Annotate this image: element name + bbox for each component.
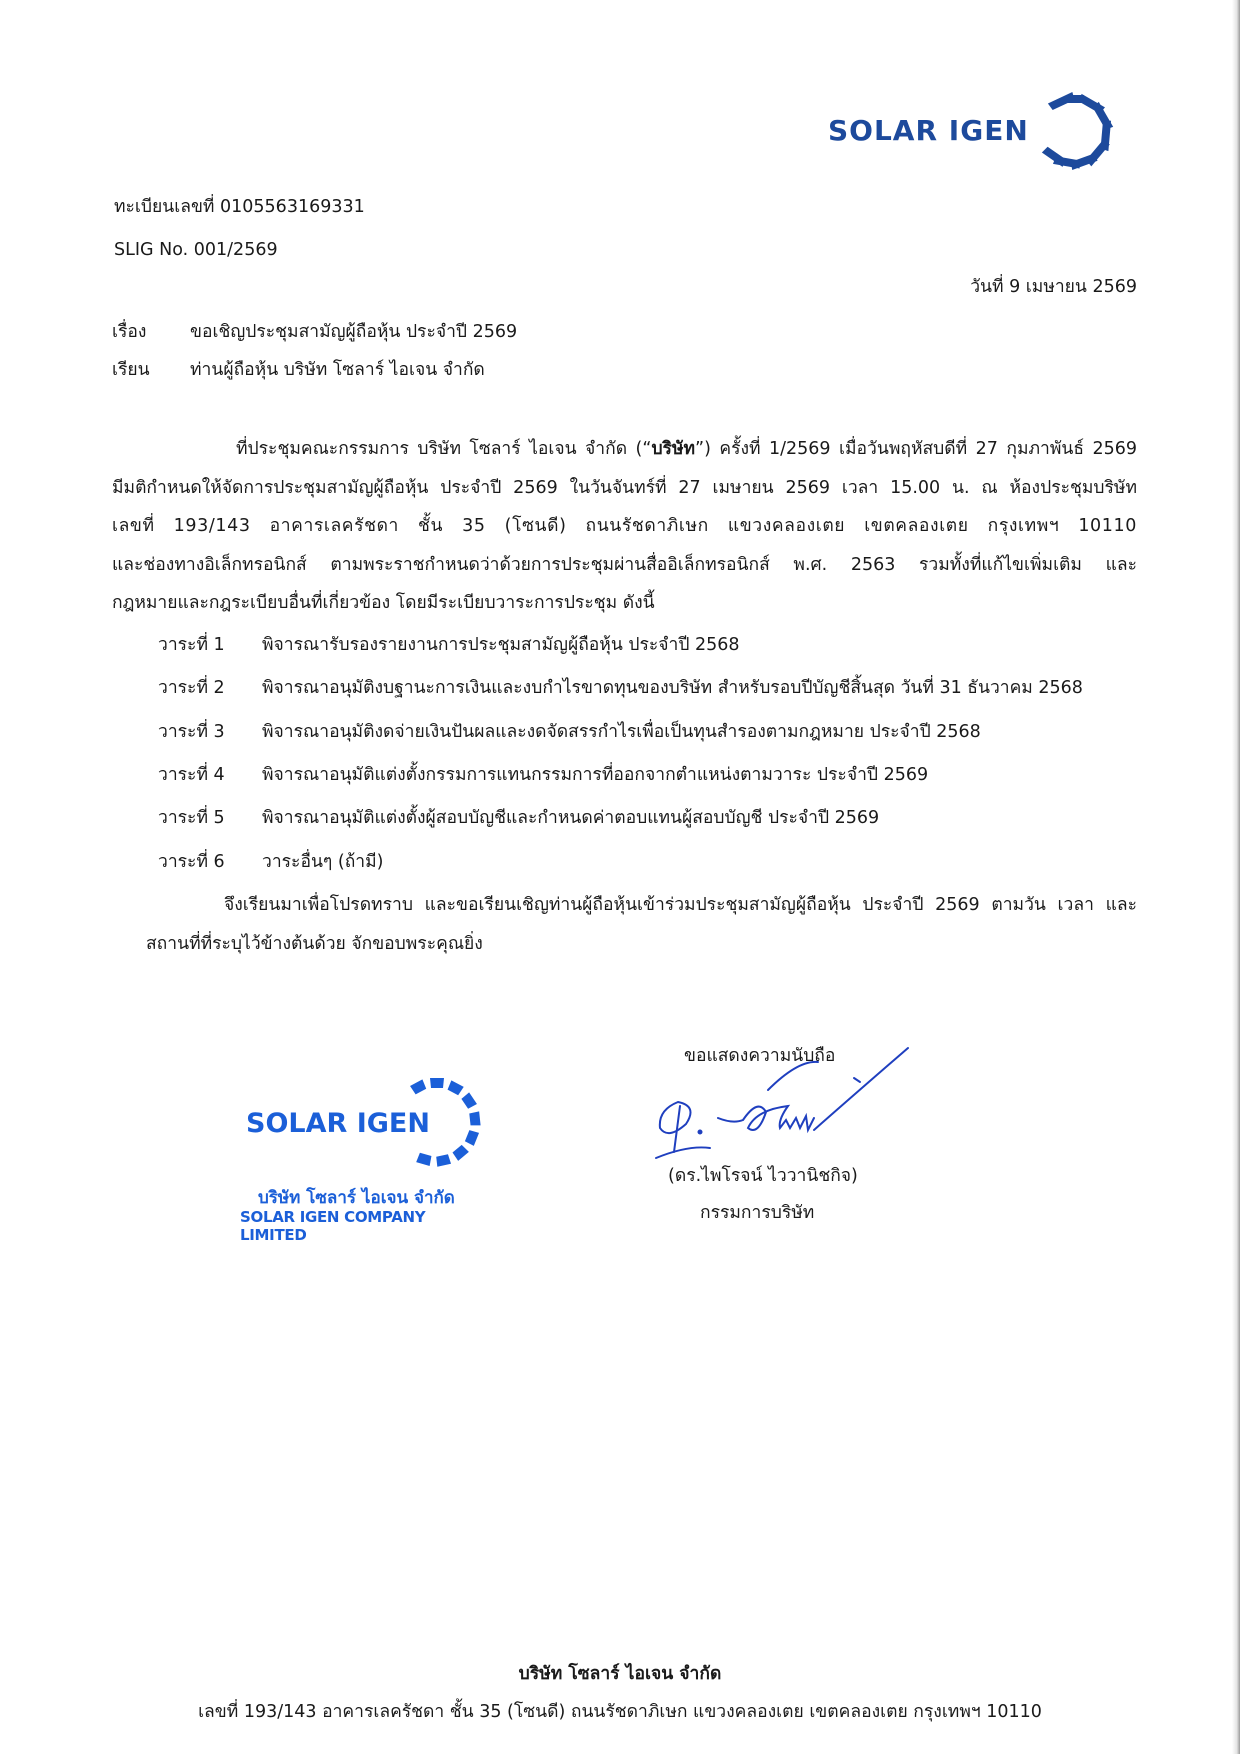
subject-label: เรื่อง: [112, 322, 147, 342]
registration-number: ทะเบียนเลขที่ 0105563169331: [114, 197, 365, 217]
closing-paragraph: [146, 886, 1137, 963]
page-edge: [1232, 0, 1240, 1754]
agenda-item: วาระที่ 1 พิจารณารับรองรายงานการประชุมสามัญผู้ถือหุ้น ประจำปี 2568: [158, 635, 740, 655]
agenda-item: วาระที่ 2 พิจารณาอนุมัติงบฐานะการเงินและงบกำไรขาดทุนของบริษัท สำหรับรอบปีบัญชีสิ้นสุด วันที่ 31 ธันวาคม 2568: [158, 678, 1083, 698]
intro-line-4: และช่องทางอิเล็กทรอนิกส์ ตามพระราชกำหนดว่าด้วยการประชุมผ่านสื่ออิเล็กทรอนิกส์ พ.ศ. 2563 รวมทั้งที่แก้ไขเพิ่มเติม และ: [112, 554, 1137, 575]
footer-company-name: บริษัท โซลาร์ ไอเจน จำกัด: [518, 1664, 722, 1684]
intro-line-5: กฎหมายและกฎระเบียบอื่นที่เกี่ยวข้อง โดยมีระเบียบวาระการประชุม ดังนี้: [112, 593, 655, 613]
agenda-item: วาระที่ 5 พิจารณาอนุมัติแต่งตั้งผู้สอบบัญชีและกำหนดค่าตอบแทนผู้สอบบัญชี ประจำปี 2569: [158, 808, 880, 828]
agenda-item: วาระที่ 4 พิจารณาอนุมัติแต่งตั้งกรรมการแทนกรรมการที่ออกจากตำแหน่งตามวาระ ประจำปี 2569: [158, 765, 929, 785]
document-number: SLIG No. 001/2569: [114, 240, 278, 260]
logo-ring-icon: [1004, 92, 1144, 170]
intro-paragraph: [112, 430, 1137, 623]
company-logo: [828, 92, 1144, 172]
company-stamp: [236, 1072, 496, 1244]
signature-salutation: ขอแสดงความนับถือ: [684, 1046, 836, 1066]
logo-wordmark: SOLAR IGEN: [828, 114, 1029, 147]
document-date: วันที่ 9 เมษายน 2569: [970, 277, 1137, 297]
stamp-wordmark: SOLAR IGEN: [246, 1108, 430, 1139]
closing-line-2: สถานที่ที่ระบุไว้ข้างต้นด้วย จักขอบพระคุณยิ่ง: [146, 933, 483, 954]
footer-address: เลขที่ 193/143 อาคารเลครัชดา ชั้น 35 (โซนดี) ถนนรัชดาภิเษก แขวงคลองเตย เขตคลองเตย กรุงเทพฯ 10110: [198, 1702, 1042, 1722]
company-defined-term: บริษัท: [651, 439, 696, 459]
intro-line-2: มีมติกำหนดให้จัดการประชุมสามัญผู้ถือหุ้น ประจำปี 2569 ในวันจันทร์ที่ 27 เมษายน 2569 เวลา 15.00 น. ณ ห้องประชุมบริษัท: [112, 477, 1137, 498]
agenda-item: วาระที่ 6 วาระอื่นๆ (ถ้ามี): [158, 852, 384, 872]
signatory-name: (ดร.ไพโรจน์ ไววานิชกิจ): [668, 1166, 858, 1186]
closing-line-1: จึงเรียนมาเพื่อโปรดทราบ และขอเรียนเชิญท่านผู้ถือหุ้นเข้าร่วมประชุมสามัญผู้ถือหุ้น ประจำปี 2569 ตามวัน เวลา และ: [224, 895, 1137, 915]
recipient-text: ท่านผู้ถือหุ้น บริษัท โซลาร์ ไอเจน จำกัด: [190, 360, 485, 380]
stamp-company-en: SOLAR IGEN COMPANY LIMITED: [240, 1208, 426, 1244]
stamp-company-th: บริษัท โซลาร์ ไอเจน จำกัด: [258, 1188, 455, 1208]
subject-text: ขอเชิญประชุมสามัญผู้ถือหุ้น ประจำปี 2569: [190, 322, 518, 342]
stamp-ring-icon: [386, 1072, 486, 1172]
agenda-item: วาระที่ 3 พิจารณาอนุมัติงดจ่ายเงินปันผลและงดจัดสรรกำไรเพื่อเป็นทุนสำรองตามกฎหมาย ประจำปี 2568: [158, 722, 981, 742]
intro-line-1: ที่ประชุมคณะกรรมการ บริษัท โซลาร์ ไอเจน จำกัด (“บริษัท”) ครั้งที่ 1/2569 เมื่อวันพฤหัสบดีที่ 27 กุมภาพันธ์ 2569: [236, 439, 1137, 459]
recipient-label: เรียน: [112, 360, 150, 380]
signatory-title: กรรมการบริษัท: [700, 1203, 815, 1223]
handwritten-signature-icon: [648, 1040, 988, 1170]
intro-line-3: เลขที่ 193/143 อาคารเลครัชดา ชั้น 35 (โซนดี) ถนนรัชดาภิเษก แขวงคลองเตย เขตคลองเตย กรุงเทพฯ 10110: [112, 516, 1137, 536]
